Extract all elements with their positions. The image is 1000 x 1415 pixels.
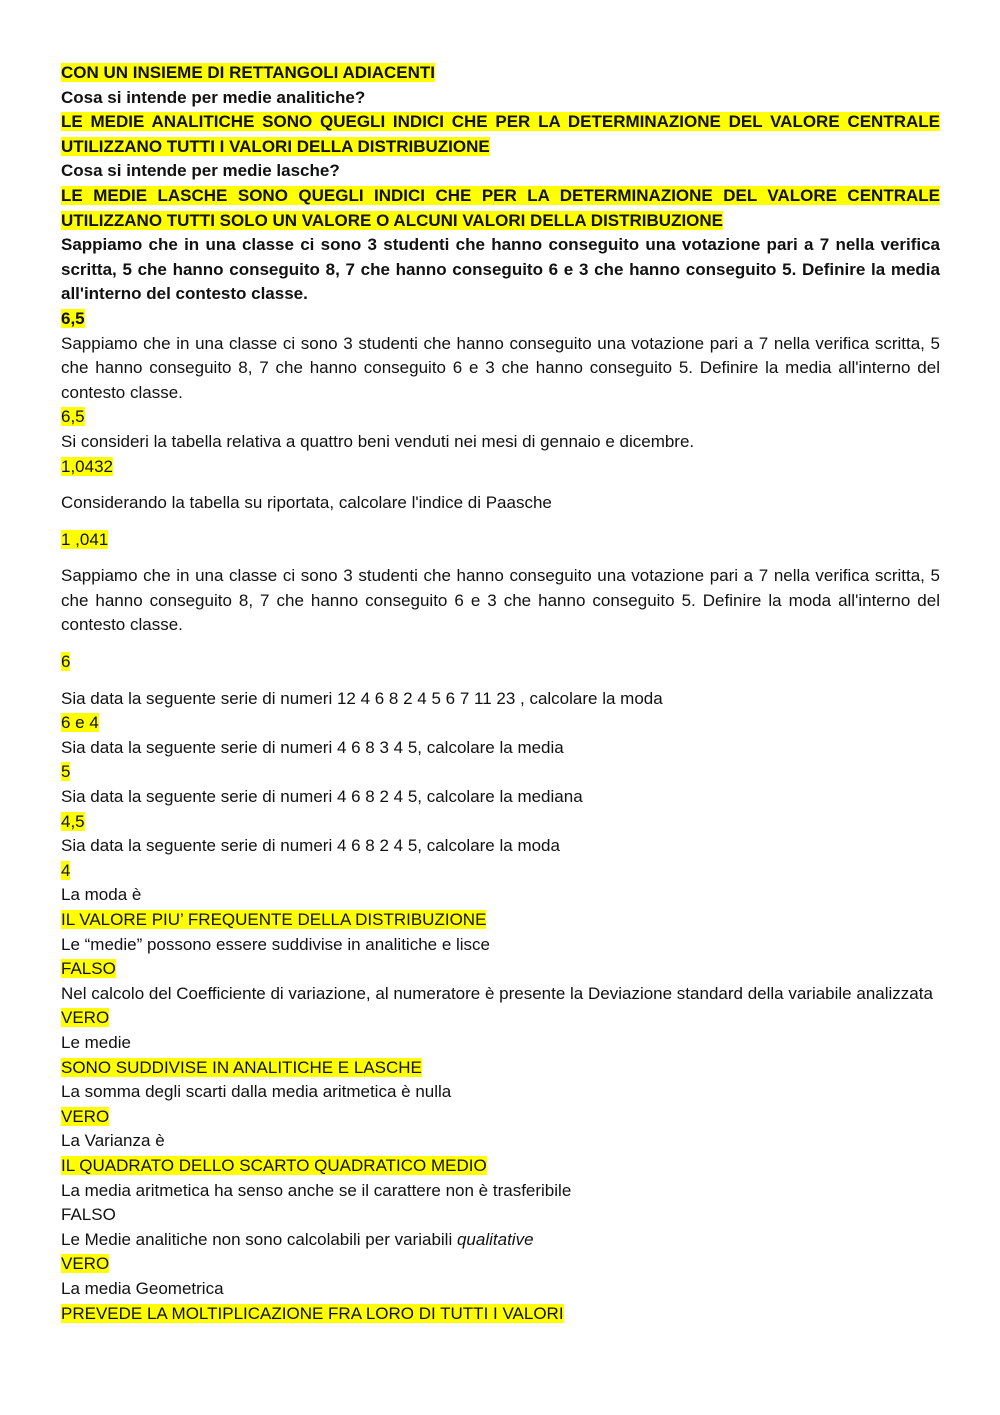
- question-text: Le medie: [61, 1032, 131, 1052]
- answer-text: 6: [61, 652, 71, 672]
- question-text: La somma degli scarti dalla media aritmetica è nulla: [61, 1082, 452, 1102]
- answer-text-plain: FALSO: [61, 1205, 116, 1225]
- question-text: Nel calcolo del Coefficiente di variazione, al numeratore è presente la Deviazione standard della variabile analizzata: [61, 983, 933, 1003]
- answer-text: 1 ,041: [61, 529, 109, 549]
- answer-text: 5: [61, 762, 71, 782]
- answer-text: 4,5: [61, 811, 85, 831]
- answer-text: VERO: [61, 1008, 110, 1028]
- document-page: [61, 61, 940, 1326]
- question-text: Sappiamo che in una classe ci sono 3 studenti che hanno conseguito una votazione pari a 7 nella verifica scritta, 5 che hanno conseguito 8, 7 che hanno conseguito 6 e 3 che hanno conseguito 5. Definire la moda all'interno del contesto classe.: [61, 566, 940, 635]
- question-text: Cosa si intende per medie lasche?: [61, 161, 340, 181]
- answer-text: LE MEDIE LASCHE SONO QUEGLI INDICI CHE PER LA DETERMINAZIONE DEL VALORE CENTRALE UTILIZZANO TUTTI SOLO UN VALORE O ALCUNI VALORI DELLA DISTRIBUZIONE: [61, 185, 940, 230]
- answer-text: 1,0432: [61, 456, 113, 476]
- answer-text: 6,5: [61, 407, 85, 427]
- question-text: Sia data la seguente serie di numeri 4 6 8 3 4 5, calcolare la media: [61, 737, 564, 757]
- question-text: Le Medie analitiche non sono calcolabili per variabili qualitative: [61, 1229, 534, 1249]
- answer-text: SONO SUDDIVISE IN ANALITICHE E LASCHE: [61, 1057, 422, 1077]
- question-text: La media aritmetica ha senso anche se il carattere non è trasferibile: [61, 1180, 572, 1200]
- question-text: La moda è: [61, 885, 142, 905]
- question-text: Sappiamo che in una classe ci sono 3 studenti che hanno conseguito una votazione pari a 7 nella verifica scritta, 5 che hanno conseguito 8, 7 che hanno conseguito 6 e 3 che hanno conseguito 5. Definire la media all'interno del contesto classe.: [61, 333, 940, 402]
- answer-text: CON UN INSIEME DI RETTANGOLI ADIACENTI: [61, 63, 435, 82]
- question-text: Sia data la seguente serie di numeri 4 6 8 2 4 5, calcolare la mediana: [61, 787, 583, 807]
- question-text: Le “medie” possono essere suddivise in analitiche e lisce: [61, 934, 491, 954]
- answer-text: 4: [61, 860, 71, 880]
- question-text: Considerando la tabella su riportata, calcolare l'indice di Paasche: [61, 493, 552, 513]
- question-text: Si consideri la tabella relativa a quattro beni venduti nei mesi di gennaio e dicembre.: [61, 431, 695, 451]
- question-text: La Varianza è: [61, 1131, 165, 1151]
- question-text: La media Geometrica: [61, 1278, 224, 1298]
- answer-text: FALSO: [61, 959, 116, 979]
- question-text: Sappiamo che in una classe ci sono 3 studenti che hanno conseguito una votazione pari a 7 nella verifica scritta, 5 che hanno conseguito 8, 7 che hanno conseguito 6 e 3 che hanno conseguito 5. Definire la media all'interno del contesto classe.: [61, 235, 940, 304]
- question-text: Cosa si intende per medie analitiche?: [61, 87, 366, 107]
- answer-text: PREVEDE LA MOLTIPLICAZIONE FRA LORO DI TUTTI I VALORI: [61, 1303, 564, 1323]
- italic-term: qualitative: [456, 1229, 534, 1249]
- answer-text: 6,5: [61, 308, 85, 328]
- answer-text: IL QUADRATO DELLO SCARTO QUADRATICO MEDIO: [61, 1155, 487, 1175]
- question-text: Sia data la seguente serie di numeri 12 4 6 8 2 4 5 6 7 11 23 , calcolare la moda: [61, 688, 663, 708]
- answer-text: 6 e 4: [61, 713, 99, 733]
- answer-text: VERO: [61, 1106, 110, 1126]
- answer-text: VERO: [61, 1254, 110, 1274]
- question-text: Sia data la seguente serie di numeri 4 6 8 2 4 5, calcolare la moda: [61, 836, 560, 856]
- answer-text: LE MEDIE ANALITICHE SONO QUEGLI INDICI CHE PER LA DETERMINAZIONE DEL VALORE CENTRALE UTILIZZANO TUTTI I VALORI DELLA DISTRIBUZIONE: [61, 112, 940, 156]
- answer-text: IL VALORE PIU’ FREQUENTE DELLA DISTRIBUZIONE: [61, 910, 487, 929]
